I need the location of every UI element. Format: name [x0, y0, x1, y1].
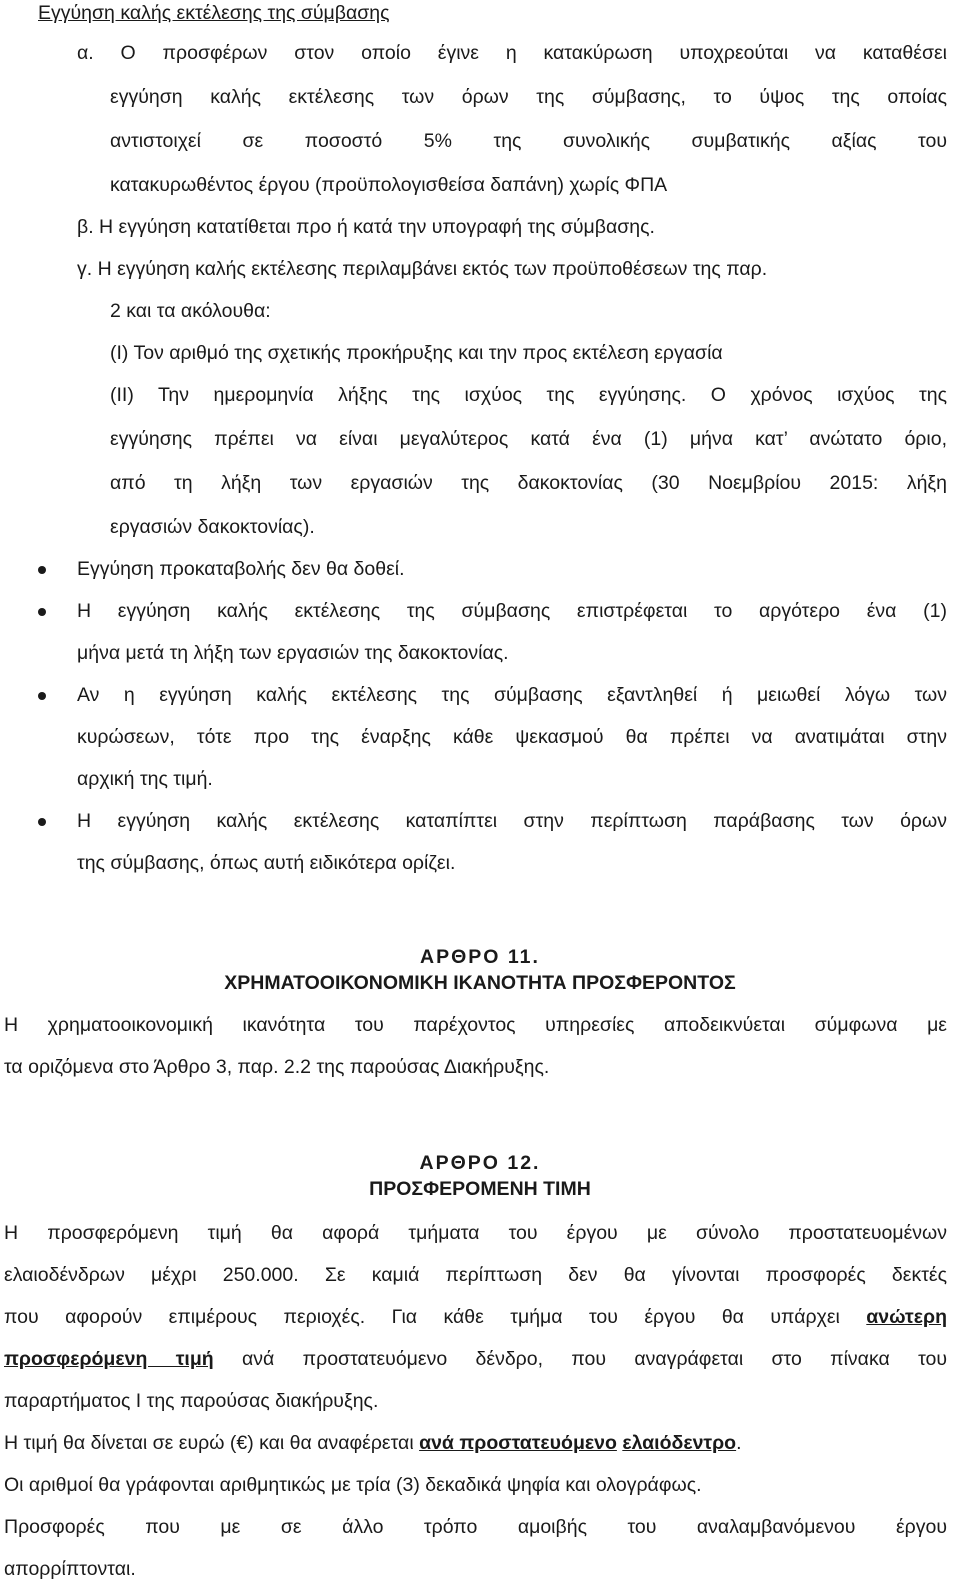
- bullet-4-line-1: Η εγγύηση καλής εκτέλεσης καταπίπτει στην περίπτωση παράβασης των όρων: [77, 810, 947, 832]
- line-6-period: .: [736, 1432, 742, 1454]
- item-a-line-4: κατακυρωθέντος έργου (προϋπολογισθείσα δαπάνη) χωρίς ΦΠΑ: [110, 174, 668, 196]
- item-b: β. Η εγγύηση κατατίθεται προ ή κατά την υπογραφή της σύμβασης.: [77, 216, 655, 238]
- offered-price-emphasis: προσφερόμενη τιμή: [4, 1348, 214, 1370]
- article-12-line-7: Οι αριθμοί θα γράφονται αριθμητικώς με τρία (3) δεκαδικά ψηφία και ολογράφως.: [4, 1474, 702, 1496]
- bullet-marker: [38, 566, 46, 574]
- bullet-2-line-1: Η εγγύηση καλής εκτέλεσης της σύμβασης επιστρέφεται το αργότερο ένα (1): [77, 600, 947, 622]
- item-a-line-3: αντιστοιχεί σε ποσοστό 5% της συνολικής συμβατικής αξίας του: [110, 130, 947, 152]
- item-a-line-2: εγγύηση καλής εκτέλεσης των όρων της σύμβασης, το ύψος της οποίας: [110, 86, 947, 108]
- bullet-2-line-2: μήνα μετά τη λήξη των εργασιών της δακοκτονίας.: [77, 642, 509, 664]
- item-a-line-1: α. Ο προσφέρων στον οποίο έγινε η κατακύρωση υποχρεούται να καταθέσει: [77, 42, 947, 64]
- article-11-line-1: Η χρηματοοικονομική ικανότητα του παρέχοντος υπηρεσίες αποδεικνύεται σύμφωνα με: [4, 1014, 947, 1036]
- section-heading: Εγγύηση καλής εκτέλεσης της σύμβασης: [38, 2, 390, 24]
- item-c-line-2: 2 και τα ακόλουθα:: [110, 300, 271, 322]
- bullet-3-line-3: αρχική της τιμή.: [77, 768, 213, 790]
- article-12-line-8: Προσφορές που με σε άλλο τρόπο αμοιβής του αναλαμβανόμενου έργου: [4, 1516, 947, 1538]
- article-11-title: ΧΡΗΜΑΤΟΟΙΚΟΝΟΜΙΚΗ ΙΚΑΝΟΤΗΤΑ ΠΡΟΣΦΕΡΟΝΤΟΣ: [224, 972, 736, 994]
- article-11-number: ΑΡΘΡΟ 11.: [420, 946, 540, 968]
- line-3-text: που αφορούν επιμέρους περιοχές. Για κάθε τμήμα του έργου θα υπάρχει: [4, 1306, 840, 1328]
- item-c-line-1: γ. Η εγγύηση καλής εκτέλεσης περιλαμβάνει εκτός των προϋποθέσεων της παρ.: [77, 258, 768, 280]
- bullet-4-line-2: της σύμβασης, όπως αυτή ειδικότερα ορίζει.: [77, 852, 456, 874]
- upper-price-emphasis: ανώτερη: [866, 1306, 947, 1328]
- article-11-line-2: τα οριζόμενα στο Άρθρο 3, παρ. 2.2 της παρούσας Διακήρυξης.: [4, 1056, 550, 1078]
- bullet-marker: [38, 692, 46, 700]
- article-12-line-2: ελαιοδένδρων μέχρι 250.000. Σε καμιά περίπτωση δεν θα γίνονται προσφορές δεκτές: [4, 1264, 947, 1286]
- article-12-line-3: [4, 1304, 947, 1330]
- line-6-text: Η τιμή θα δίνεται σε ευρώ (€) και θα αναφέρεται: [4, 1432, 414, 1454]
- article-12-line-5: παραρτήματος Ι της παρούσας διακήρυξης.: [4, 1390, 379, 1412]
- item-c-line-5: εγγύησης πρέπει να είναι μεγαλύτερος κατά ένα (1) μήνα κατ’ ανώτατο όριο,: [110, 428, 947, 450]
- bullet-marker: [38, 608, 46, 616]
- article-12-line-4: [4, 1346, 947, 1372]
- article-12-line-9: απορρίπτονται.: [4, 1558, 136, 1580]
- bullet-1-line-1: Εγγύηση προκαταβολής δεν θα δοθεί.: [77, 558, 405, 580]
- article-12-number: ΑΡΘΡΟ 12.: [419, 1152, 541, 1174]
- bullet-3-line-2: κυρώσεων, τότε προ της έναρξης κάθε ψεκασμού θα πρέπει να ανατιμάται στην: [77, 726, 947, 748]
- olive-tree-emphasis: ελαιόδεντρο: [622, 1432, 737, 1454]
- bullet-marker: [38, 818, 46, 826]
- bullet-3-line-1: Αν η εγγύηση καλής εκτέλεσης της σύμβασης εξαντληθεί ή μειωθεί λόγω των: [77, 684, 947, 706]
- item-c-line-6: από τη λήξη των εργασιών της δακοκτονίας (30 Νοεμβρίου 2015: λήξη: [110, 472, 947, 494]
- item-c-line-4: (ΙΙ) Την ημερομηνία λήξης της ισχύος της εγγύησης. Ο χρόνος ισχύος της: [110, 384, 947, 406]
- per-protected-emphasis: ανά προστατευόμενο: [419, 1432, 617, 1454]
- item-c-line-7: εργασιών δακοκτονίας).: [110, 516, 315, 538]
- article-12-line-1: Η προσφερόμενη τιμή θα αφορά τμήματα του έργου με σύνολο προστατευομένων: [4, 1222, 947, 1244]
- article-12-line-6: [4, 1430, 742, 1456]
- article-12-title: ΠΡΟΣΦΕΡΟΜΕΝΗ ΤΙΜΗ: [369, 1178, 591, 1200]
- line-4-text: ανά προστατευόμενο δένδρο, που αναγράφεται στο πίνακα του: [242, 1348, 948, 1370]
- item-c-line-3: (Ι) Τον αριθμό της σχετικής προκήρυξης και την προς εκτέλεση εργασία: [110, 342, 723, 364]
